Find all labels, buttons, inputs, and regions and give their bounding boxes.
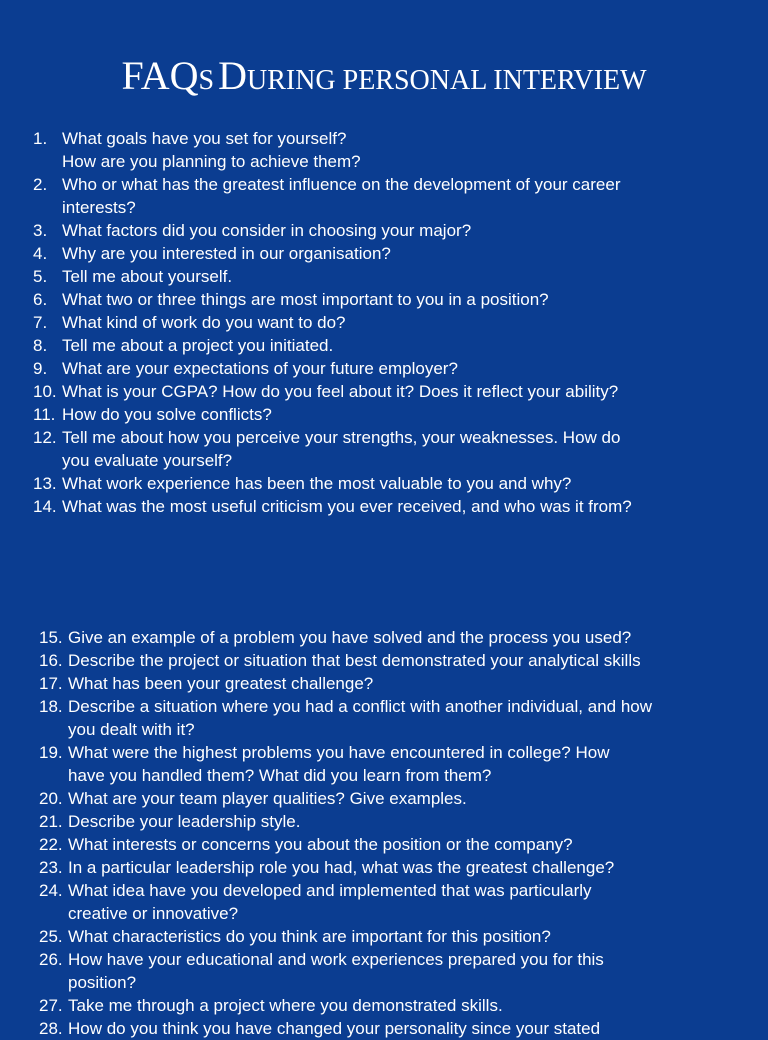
question-number: 22. — [39, 835, 63, 854]
question-text-line: interests? — [62, 198, 136, 217]
question-text-line: What idea have you developed and implemented that was particularly — [68, 881, 592, 900]
question-text-line: What two or three things are most important to you in a position? — [62, 290, 549, 309]
question-text-line: What interests or concerns you about the position or the company? — [68, 835, 573, 854]
question-number: 3. — [33, 221, 48, 240]
question-text-line: What are your expectations of your future employer? — [62, 359, 458, 378]
question-number: 8. — [33, 336, 48, 355]
question-text-line: position? — [68, 973, 137, 992]
title-rest: URING PERSONAL INTERVIEW — [246, 65, 647, 96]
question-text-line: How do you solve conflicts? — [62, 405, 272, 424]
question-number: 28. — [39, 1019, 63, 1038]
question-text-line: Take me through a project where you demonstrated skills. — [68, 996, 503, 1015]
question-text-line: Describe the project or situation that best demonstrated your analytical skills — [68, 651, 641, 670]
question-text-line: Who or what has the greatest influence on the development of your career — [62, 175, 621, 194]
question-text-line: have you handled them? What did you learn from them? — [68, 766, 492, 785]
question-number: 21. — [39, 812, 63, 831]
question-text-line: What goals have you set for yourself? — [62, 129, 347, 148]
question-number: 24. — [39, 881, 63, 900]
question-text-line: What is your CGPA? How do you feel about it? Does it reflect your ability? — [62, 382, 619, 401]
question-number: 6. — [33, 290, 48, 309]
question-text-line: What are your team player qualities? Give examples. — [68, 789, 467, 808]
question-number: 17. — [39, 674, 63, 693]
question-text-line: you dealt with it? — [68, 720, 195, 739]
question-text-line: What work experience has been the most valuable to you and why? — [62, 474, 572, 493]
question-number: 4. — [33, 244, 48, 263]
question-text-line: Why are you interested in our organisation? — [62, 244, 391, 263]
question-number: 1. — [33, 129, 48, 148]
question-number: 2. — [33, 175, 48, 194]
question-number: 15. — [39, 628, 63, 647]
question-number: 14. — [33, 497, 57, 516]
question-number: 18. — [39, 697, 63, 716]
question-number: 7. — [33, 313, 48, 332]
question-number: 10. — [33, 382, 57, 401]
question-text-line: Tell me about yourself. — [62, 267, 233, 286]
question-number: 13. — [33, 474, 57, 493]
question-text-line: How do you think you have changed your personality since your stated — [68, 1019, 601, 1038]
question-text-line: What factors did you consider in choosing your major? — [62, 221, 472, 240]
question-text-line: In a particular leadership role you had, what was the greatest challenge? — [68, 858, 615, 877]
question-text-line: you evaluate yourself? — [62, 451, 233, 470]
question-number: 5. — [33, 267, 48, 286]
question-number: 9. — [33, 359, 48, 378]
question-number: 11. — [33, 405, 56, 424]
question-text-line: Tell me about how you perceive your strengths, your weaknesses. How do — [62, 428, 621, 447]
question-text-line: What were the highest problems you have encountered in college? How — [68, 743, 610, 762]
question-text-line: Describe your leadership style. — [68, 812, 301, 831]
question-text-line: Tell me about a project you initiated. — [62, 336, 334, 355]
question-number: 26. — [39, 950, 63, 969]
question-text-line: What was the most useful criticism you ever received, and who was it from? — [62, 497, 632, 516]
title-d: D — [218, 53, 247, 98]
page-title — [0, 52, 768, 99]
question-text-line: Give an example of a problem you have solved and the process you used? — [68, 628, 632, 647]
question-text-line: What kind of work do you want to do? — [62, 313, 346, 332]
question-number: 16. — [39, 651, 63, 670]
question-text-line: What has been your greatest challenge? — [68, 674, 374, 693]
question-text-line: How have your educational and work experiences prepared you for this — [68, 950, 604, 969]
question-number: 19. — [39, 743, 63, 762]
question-number: 20. — [39, 789, 63, 808]
question-number: 25. — [39, 927, 63, 946]
title-faq: FAQ — [121, 53, 199, 98]
question-text-line: How are you planning to achieve them? — [62, 152, 361, 171]
question-text-line: What characteristics do you think are important for this position? — [68, 927, 551, 946]
question-text-line: Describe a situation where you had a conflict with another individual, and how — [68, 697, 653, 716]
title-s: S — [198, 65, 215, 96]
question-number: 27. — [39, 996, 63, 1015]
question-number: 12. — [33, 428, 57, 447]
question-number: 23. — [39, 858, 63, 877]
question-text-line: creative or innovative? — [68, 904, 239, 923]
